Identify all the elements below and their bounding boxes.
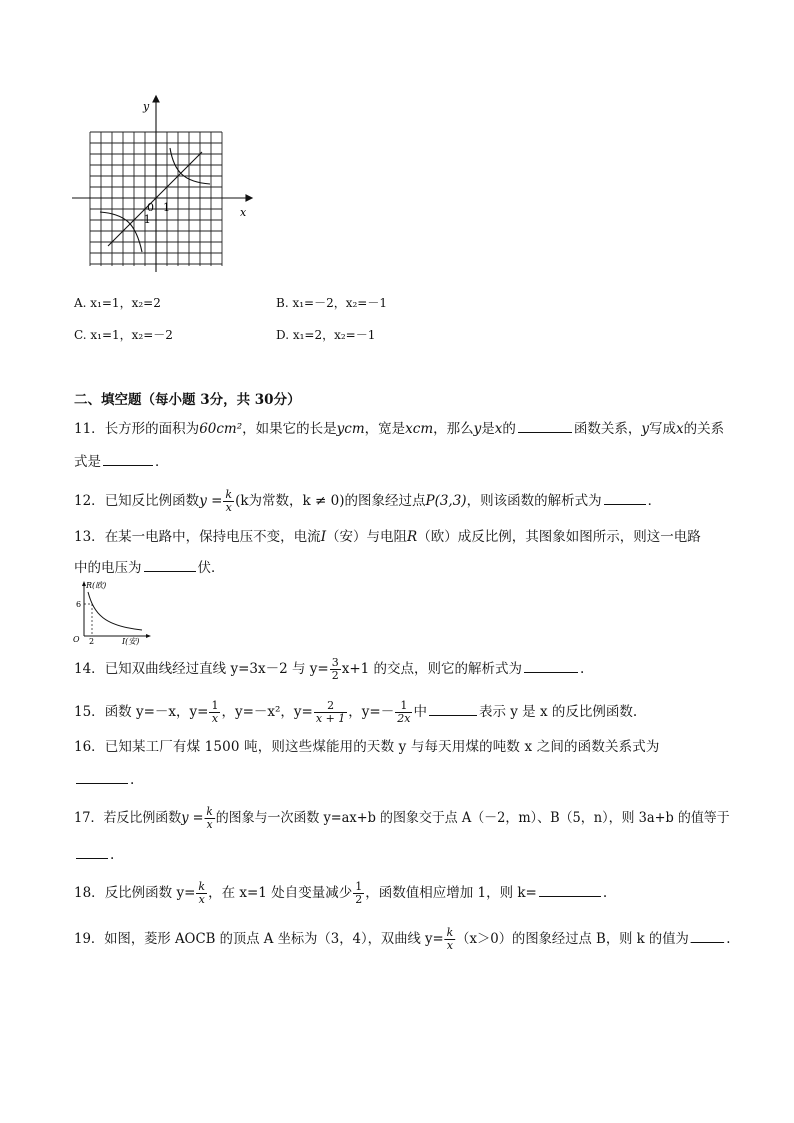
question-text: 函数关系， — [573, 421, 642, 437]
question-15 — [74, 700, 637, 725]
question-number: 11． — [74, 421, 105, 437]
question-11-line-2 — [74, 452, 169, 471]
fraction-numerator: 3 — [331, 656, 339, 669]
fraction-denominator: 2 — [331, 669, 339, 682]
fraction-denominator: x — [206, 818, 213, 831]
question-text: 已知双曲线经过直线 y=3x－2 与 y= — [104, 661, 329, 677]
answer-blank[interactable] — [76, 770, 128, 784]
question-text: ． — [155, 454, 169, 470]
question-17-line-1 — [74, 806, 730, 831]
question-text: 已知某工厂有煤 1500 吨，则这些煤能用的天数 y 与每天用煤的吨数 x 之间的函数关系式为 — [104, 739, 660, 755]
answer-blank[interactable] — [144, 558, 196, 572]
question-number: 14． — [74, 661, 105, 677]
tick-neg-one-label: -1 — [140, 213, 151, 226]
question-text: ，y=－x²，y= — [221, 704, 313, 720]
question-text: ，在 x=1 处自变量减少 — [208, 885, 353, 901]
question-text: 中 — [413, 704, 427, 720]
question-text: ，则该函数的解析式为 — [466, 493, 602, 509]
y-axis-label: y — [143, 100, 150, 113]
question-text: 式是 — [74, 454, 101, 470]
fraction — [395, 700, 412, 725]
math-expression: x — [494, 421, 503, 437]
question-number: 18． — [74, 885, 105, 901]
question-number: 17． — [74, 810, 104, 826]
fraction — [196, 881, 207, 906]
fraction — [209, 700, 220, 725]
question-text: 如图，菱形 AOCB 的顶点 A 坐标为（3，4），双曲线 y= — [104, 931, 444, 947]
math-expression: ycm — [336, 421, 365, 437]
question-18 — [74, 881, 607, 906]
question-text: 中的电压为 — [74, 560, 142, 576]
question-text: ． — [647, 493, 662, 509]
fraction-denominator: x — [446, 939, 453, 952]
option-a: A. x₁=1，x₂=2 — [74, 296, 161, 310]
question-text: . — [580, 661, 585, 677]
math-expression: P(3,3) — [425, 493, 467, 509]
question-text: 的 — [502, 421, 516, 437]
question-text: ，y=－ — [348, 704, 395, 720]
graph-axes — [72, 96, 252, 272]
x-axis-arrow — [146, 634, 151, 638]
question-text: ，那么 — [433, 421, 474, 437]
fraction-denominator: x — [225, 501, 232, 514]
fraction — [314, 700, 347, 725]
question-text: 若反比例函数 — [103, 810, 182, 826]
answer-blank[interactable] — [76, 845, 108, 859]
fraction-numerator: 2 — [314, 700, 347, 713]
fraction-numerator: 1 — [395, 700, 412, 713]
question-text: 是 — [481, 421, 495, 437]
origin-label: 0 — [147, 201, 154, 214]
question-text: 函数 y=－x，y= — [104, 704, 209, 720]
y-tick-label: 6 — [76, 600, 82, 609]
question-11-line-1 — [74, 419, 724, 438]
question-number: 15． — [74, 704, 105, 720]
option-b: B. x₁=－2，x₂=－1 — [276, 296, 387, 310]
question-17-line-2 — [74, 845, 114, 864]
math-expression: x — [676, 421, 684, 437]
fraction-numerator: k — [225, 488, 233, 501]
math-expression: y — [641, 421, 650, 437]
math-expression: xcm — [405, 421, 434, 437]
question-16-line-1 — [74, 738, 660, 756]
linear-function-line — [108, 152, 202, 246]
question-text: ，函数值相应增加 1，则 k= — [365, 885, 537, 901]
tick-one-label: 1 — [163, 201, 170, 214]
question-text: . — [130, 772, 135, 788]
math-expression: 60cm² — [199, 421, 243, 437]
option-c: C. x₁=1，x₂=－2 — [74, 328, 173, 342]
fraction-denominator: 2 — [355, 893, 363, 906]
fraction — [445, 927, 456, 952]
fraction-numerator: k — [198, 880, 206, 893]
fraction-numerator: 1 — [211, 699, 219, 712]
question-text: 伏． — [197, 560, 225, 576]
question-text: （x＞0）的图象经过点 B，则 k 的值为 — [456, 931, 689, 947]
question-text: 在某一电路中，保持电压不变，电流 — [104, 529, 321, 545]
fraction-denominator: x — [198, 893, 205, 906]
fraction — [330, 657, 341, 682]
answer-blank[interactable] — [524, 659, 578, 673]
question-text: ，如果它的长是 — [242, 421, 337, 437]
fraction-denominator: 2x — [397, 712, 411, 725]
question-text: . — [602, 885, 608, 901]
fraction-denominator: x + 1 — [315, 712, 346, 725]
question-13-line-2 — [74, 558, 225, 577]
question-text: （欧）成反比例，其图象如图所示，则这一电路 — [417, 529, 701, 545]
option-d: D. x₁=2，x₂=－1 — [276, 328, 376, 342]
fraction-denominator: x — [211, 712, 219, 725]
i-axis-label: I(安) — [122, 637, 140, 646]
r-axis-label: R(欧) — [86, 581, 107, 590]
origin-label: O — [73, 635, 80, 644]
question-12 — [74, 489, 661, 514]
question-number: 13． — [74, 529, 105, 545]
resistance-current-graph — [70, 580, 160, 646]
question-text: (k为常数，k ≠ 0)的图象经过点 — [235, 493, 426, 509]
question-19 — [74, 927, 730, 952]
question-text: （安）与电阻 — [326, 529, 408, 545]
question-14 — [74, 657, 584, 682]
question-text: 的关系 — [683, 421, 725, 437]
fraction-numerator: 1 — [355, 880, 363, 893]
fraction — [204, 806, 214, 831]
answer-blank[interactable] — [518, 419, 572, 433]
question-number: 12． — [74, 493, 105, 509]
question-text: . — [726, 931, 731, 947]
math-expression: y — [473, 421, 482, 437]
fraction-numerator: k — [206, 805, 213, 818]
math-expression: R — [407, 529, 418, 545]
question-text: 长方形的面积为 — [104, 421, 200, 437]
answer-blank[interactable] — [429, 702, 477, 716]
question-13-line-1 — [74, 528, 701, 546]
question-text: 表示 y 是 x 的反比例函数. — [478, 704, 638, 720]
section-title: 二、填空题（每小题 3分，共 30分） — [74, 392, 301, 408]
fraction-numerator: k — [446, 926, 454, 939]
intersection-graph — [66, 92, 256, 272]
x-tick-label: 2 — [89, 637, 95, 646]
question-text: x+1 的交点，则它的解析式为 — [341, 661, 523, 677]
question-text: . — [110, 847, 115, 863]
answer-blank[interactable] — [604, 491, 646, 505]
question-16-line-2 — [74, 770, 134, 789]
question-text: 的图象与一次函数 y=ax+b 的图象交于点 A（－2，m）、B（5，n），则 3a+b 的值等于 — [215, 810, 730, 826]
inverse-curve — [88, 592, 142, 630]
question-text: ，宽是 — [364, 421, 406, 437]
question-number: 16． — [74, 739, 105, 755]
answer-blank[interactable] — [103, 452, 153, 466]
question-text: 反比例函数 y= — [104, 885, 196, 901]
answer-blank[interactable] — [691, 929, 724, 943]
math-expression: y = — [181, 810, 204, 826]
question-number: 19． — [74, 931, 105, 947]
fraction — [223, 489, 234, 514]
fraction — [353, 881, 364, 906]
answer-blank[interactable] — [539, 883, 601, 897]
x-axis-label: x — [240, 206, 247, 219]
question-text: 写成 — [649, 421, 677, 437]
math-expression: I — [320, 529, 327, 545]
question-text: 已知反比例函数 — [104, 493, 200, 509]
math-expression: y = — [199, 493, 223, 509]
